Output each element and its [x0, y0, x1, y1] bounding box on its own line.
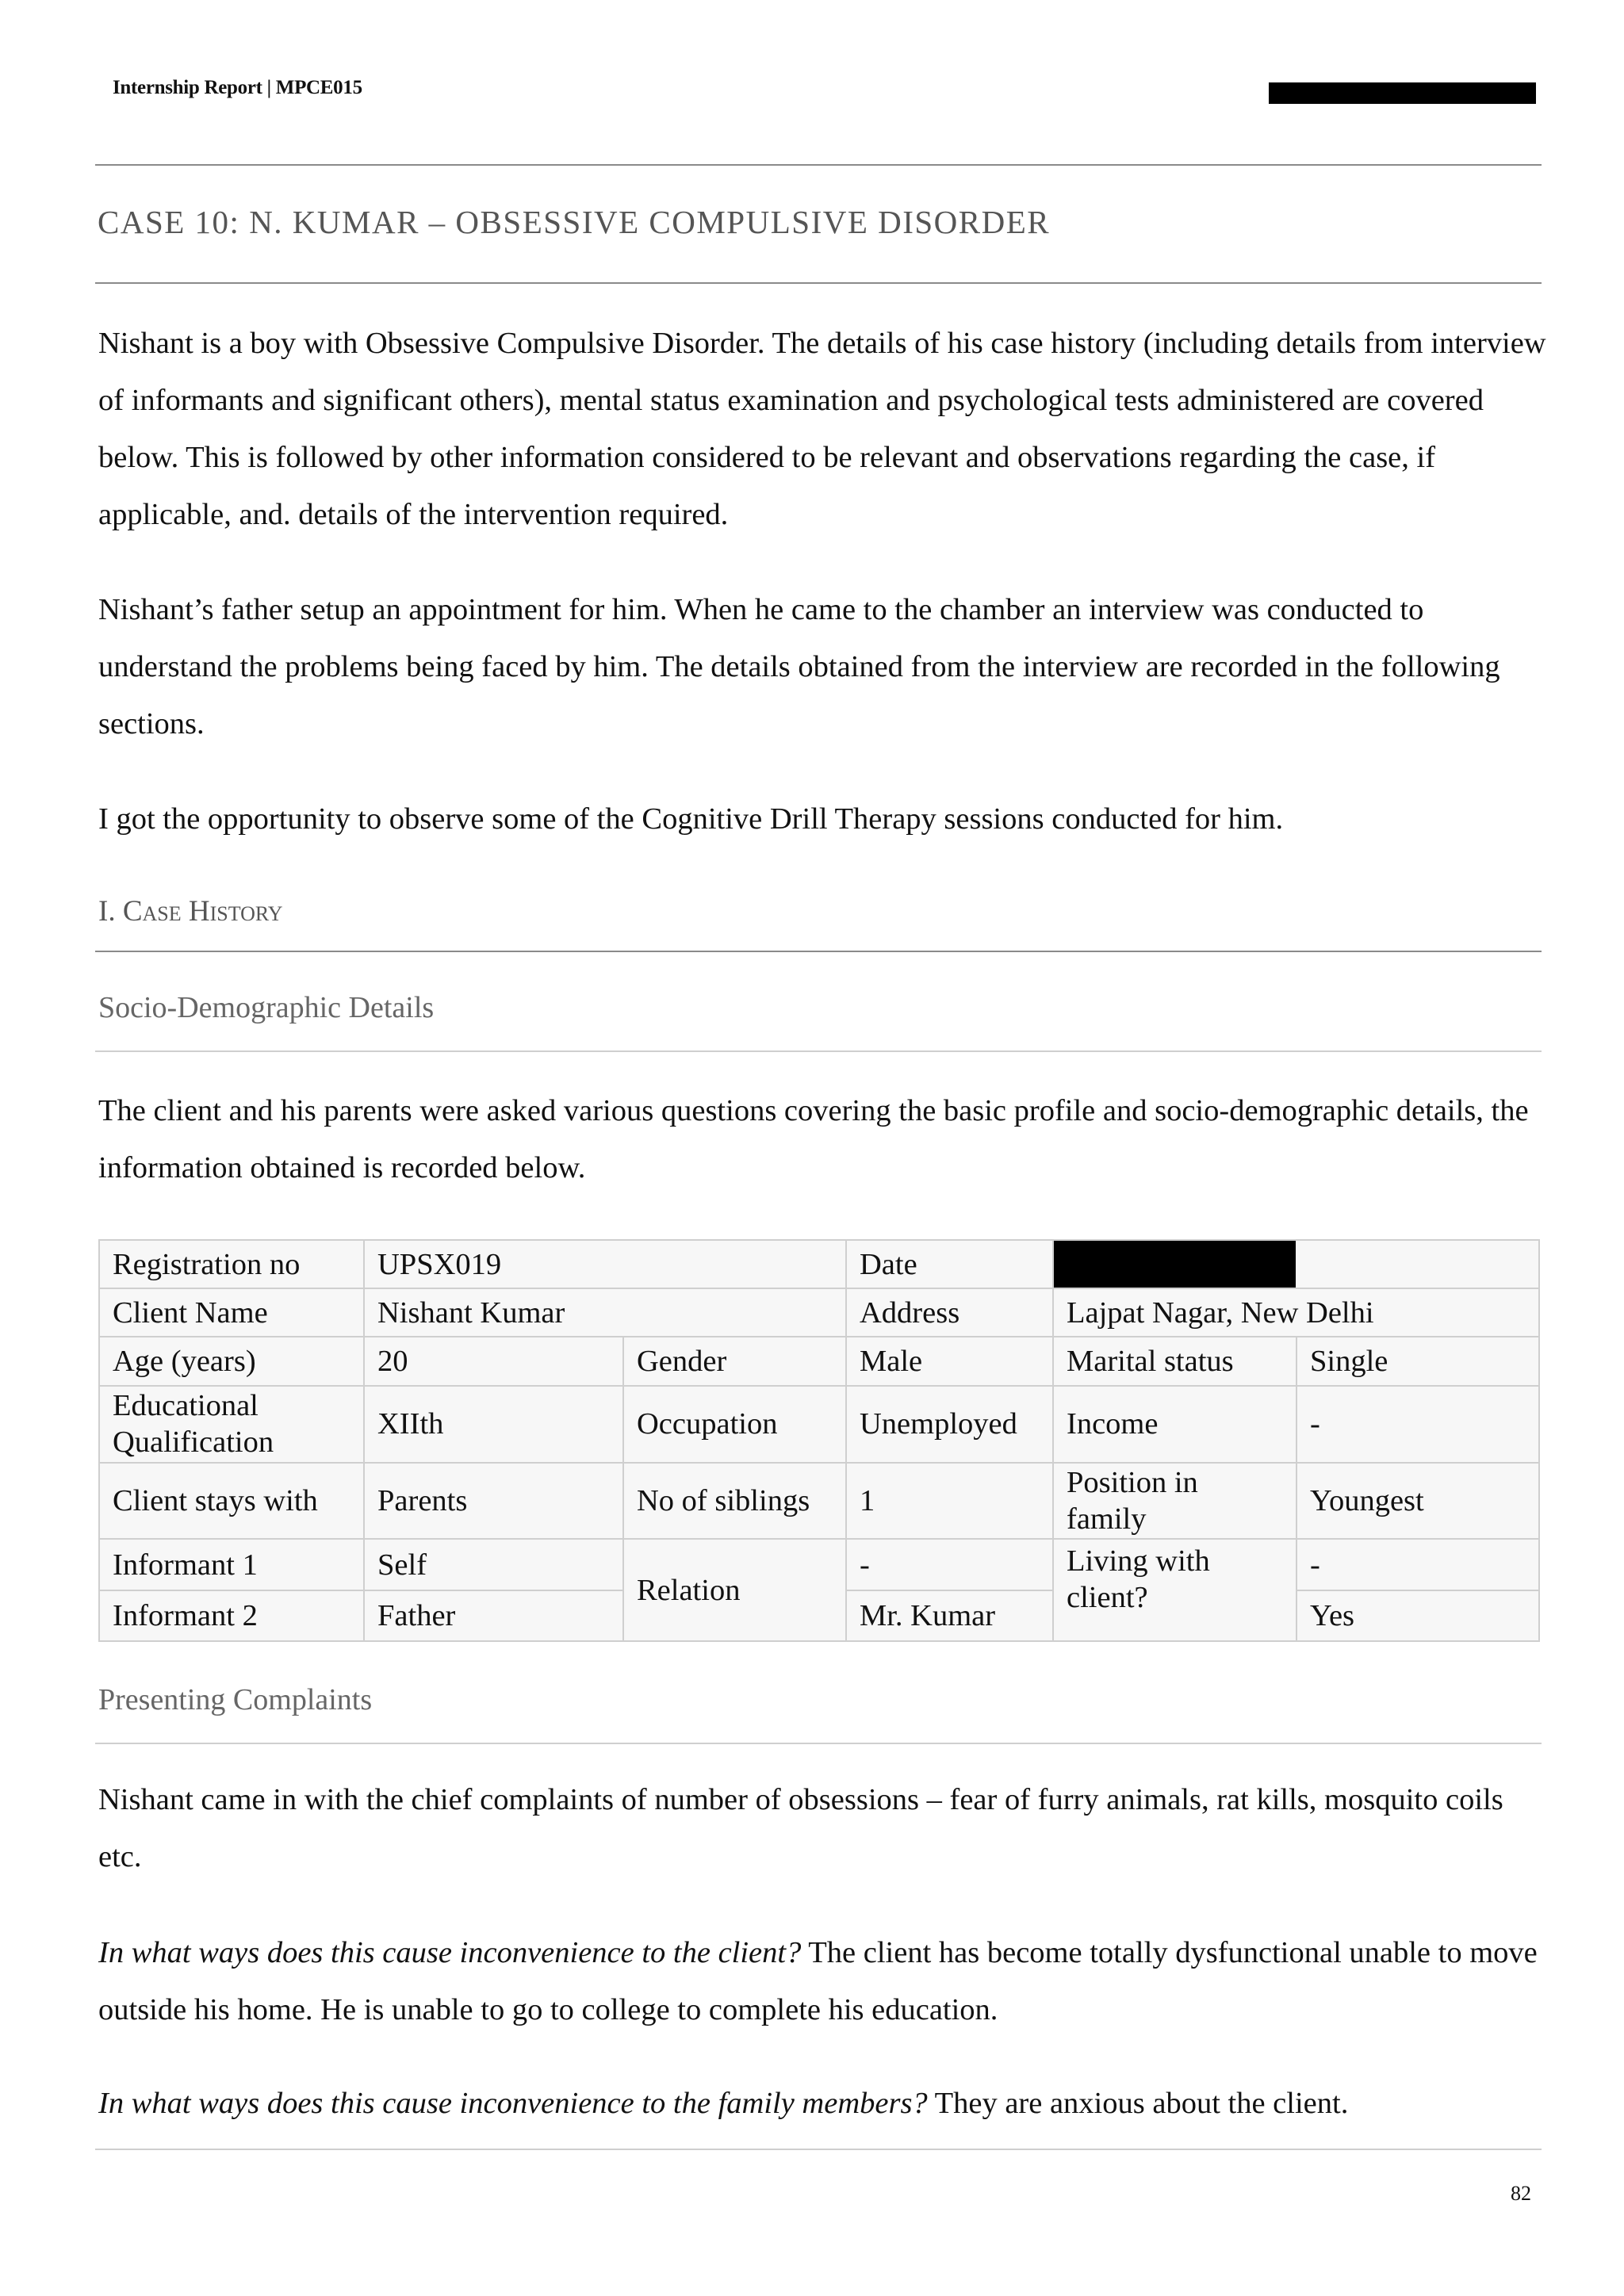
- family-inconvenience-answer: They are anxious about the client.: [927, 2087, 1349, 2120]
- position-in-family-value: Youngest: [1297, 1463, 1539, 1540]
- date-value: [1053, 1240, 1539, 1288]
- header-divider: [95, 164, 1542, 166]
- siblings-label: No of siblings: [623, 1463, 846, 1540]
- living-with-client-label: Living with client?: [1067, 1544, 1210, 1615]
- age-value: 20: [364, 1337, 623, 1385]
- redacted-header-block: [1269, 82, 1536, 104]
- income-value: -: [1297, 1386, 1539, 1463]
- marital-status-label: Marital status: [1053, 1337, 1297, 1385]
- registration-value: UPSX019: [364, 1240, 846, 1288]
- presenting-complaints-heading: Presenting Complaints: [98, 1683, 373, 1716]
- client-inconvenience-answer: The client has become totally dysfunctional unable to move outside his home. He is unable to go to college to complete his education.: [98, 1936, 1538, 2026]
- informant-2-value: Father: [364, 1590, 623, 1641]
- table-row: [99, 1337, 1539, 1385]
- socio-demographic-divider: [95, 1050, 1542, 1052]
- living-2-value: Yes: [1297, 1590, 1539, 1641]
- gender-label: Gender: [623, 1337, 846, 1385]
- date-label: Date: [846, 1240, 1053, 1288]
- relation-2-value: Mr. Kumar: [846, 1590, 1053, 1641]
- siblings-value: 1: [846, 1463, 1053, 1540]
- address-label: Address: [846, 1288, 1053, 1337]
- relation-1-value: -: [846, 1539, 1053, 1590]
- table-row: [99, 1288, 1539, 1337]
- table-row: [99, 1386, 1539, 1463]
- family-inconvenience-paragraph: [98, 2075, 1549, 2132]
- age-label: Age (years): [99, 1337, 364, 1385]
- relation-label: Relation: [623, 1539, 846, 1641]
- table-row: [99, 1539, 1539, 1590]
- living-with-client-cell: [1053, 1539, 1297, 1641]
- client-name-value: Nishant Kumar: [364, 1288, 846, 1337]
- report-header-title: Internship Report | MPCE015: [113, 77, 362, 98]
- intro-paragraph-2: Nishant’s father setup an appointment for him. When he came to the chamber an interview was conducted to understand the problems being faced by him. The details obtained from the interview are recorded in the following sections.: [98, 593, 1500, 740]
- education-value: XIIth: [364, 1386, 623, 1463]
- redacted-date-block: [1054, 1241, 1296, 1288]
- position-in-family-label: Position in family: [1053, 1463, 1297, 1540]
- table-row: [99, 1463, 1539, 1540]
- living-1-value: -: [1297, 1539, 1539, 1590]
- family-inconvenience-question: In what ways does this cause inconvenience to the family members?: [98, 2087, 928, 2120]
- case-title: CASE 10: N. KUMAR – OBSESSIVE COMPULSIVE DISORDER: [98, 204, 1051, 240]
- case-history-divider: [95, 951, 1542, 952]
- title-divider: [95, 282, 1542, 284]
- occupation-value: Unemployed: [846, 1386, 1053, 1463]
- chief-complaints-paragraph: Nishant came in with the chief complaints of number of obsessions – fear of furry animals, rat kills, mosquito coils etc.: [98, 1783, 1503, 1873]
- table-row: [99, 1240, 1539, 1288]
- intro-paragraph-1: Nishant is a boy with Obsessive Compulsive Disorder. The details of his case history (including details from interview of informants and significant others), mental status examination and psychological tests administered are covered below. This is followed by other information considered to be relevant and observations regarding the case, if applicable, and. details of the intervention required.: [98, 327, 1546, 531]
- registration-label: Registration no: [99, 1240, 364, 1288]
- informant-1-label: Informant 1: [99, 1539, 364, 1590]
- address-value: Lajpat Nagar, New Delhi: [1053, 1288, 1539, 1337]
- stays-with-label: Client stays with: [99, 1463, 364, 1540]
- client-inconvenience-paragraph: [98, 1924, 1549, 2038]
- page-number: 82: [1511, 2182, 1531, 2205]
- case-history-heading: I. Case History: [98, 895, 283, 928]
- socio-demographic-heading: Socio-Demographic Details: [98, 991, 435, 1024]
- informant-2-label: Informant 2: [99, 1590, 364, 1641]
- gender-value: Male: [846, 1337, 1053, 1385]
- stays-with-value: Parents: [364, 1463, 623, 1540]
- intro-paragraph-3: I got the opportunity to observe some of the Cognitive Drill Therapy sessions conducted for him.: [98, 802, 1284, 836]
- presenting-complaints-divider: [95, 1743, 1542, 1744]
- occupation-label: Occupation: [623, 1386, 846, 1463]
- education-label: Educational Qualification: [99, 1386, 364, 1463]
- client-name-label: Client Name: [99, 1288, 364, 1337]
- socio-demographic-table: [98, 1239, 1540, 1642]
- footer-divider: [95, 2149, 1542, 2150]
- marital-status-value: Single: [1297, 1337, 1539, 1385]
- income-label: Income: [1053, 1386, 1297, 1463]
- informant-1-value: Self: [364, 1539, 623, 1590]
- client-inconvenience-question: In what ways does this cause inconvenience to the client?: [98, 1936, 802, 1969]
- socio-demographic-intro: The client and his parents were asked various questions covering the basic profile and socio-demographic details, the information obtained is recorded below.: [98, 1094, 1529, 1184]
